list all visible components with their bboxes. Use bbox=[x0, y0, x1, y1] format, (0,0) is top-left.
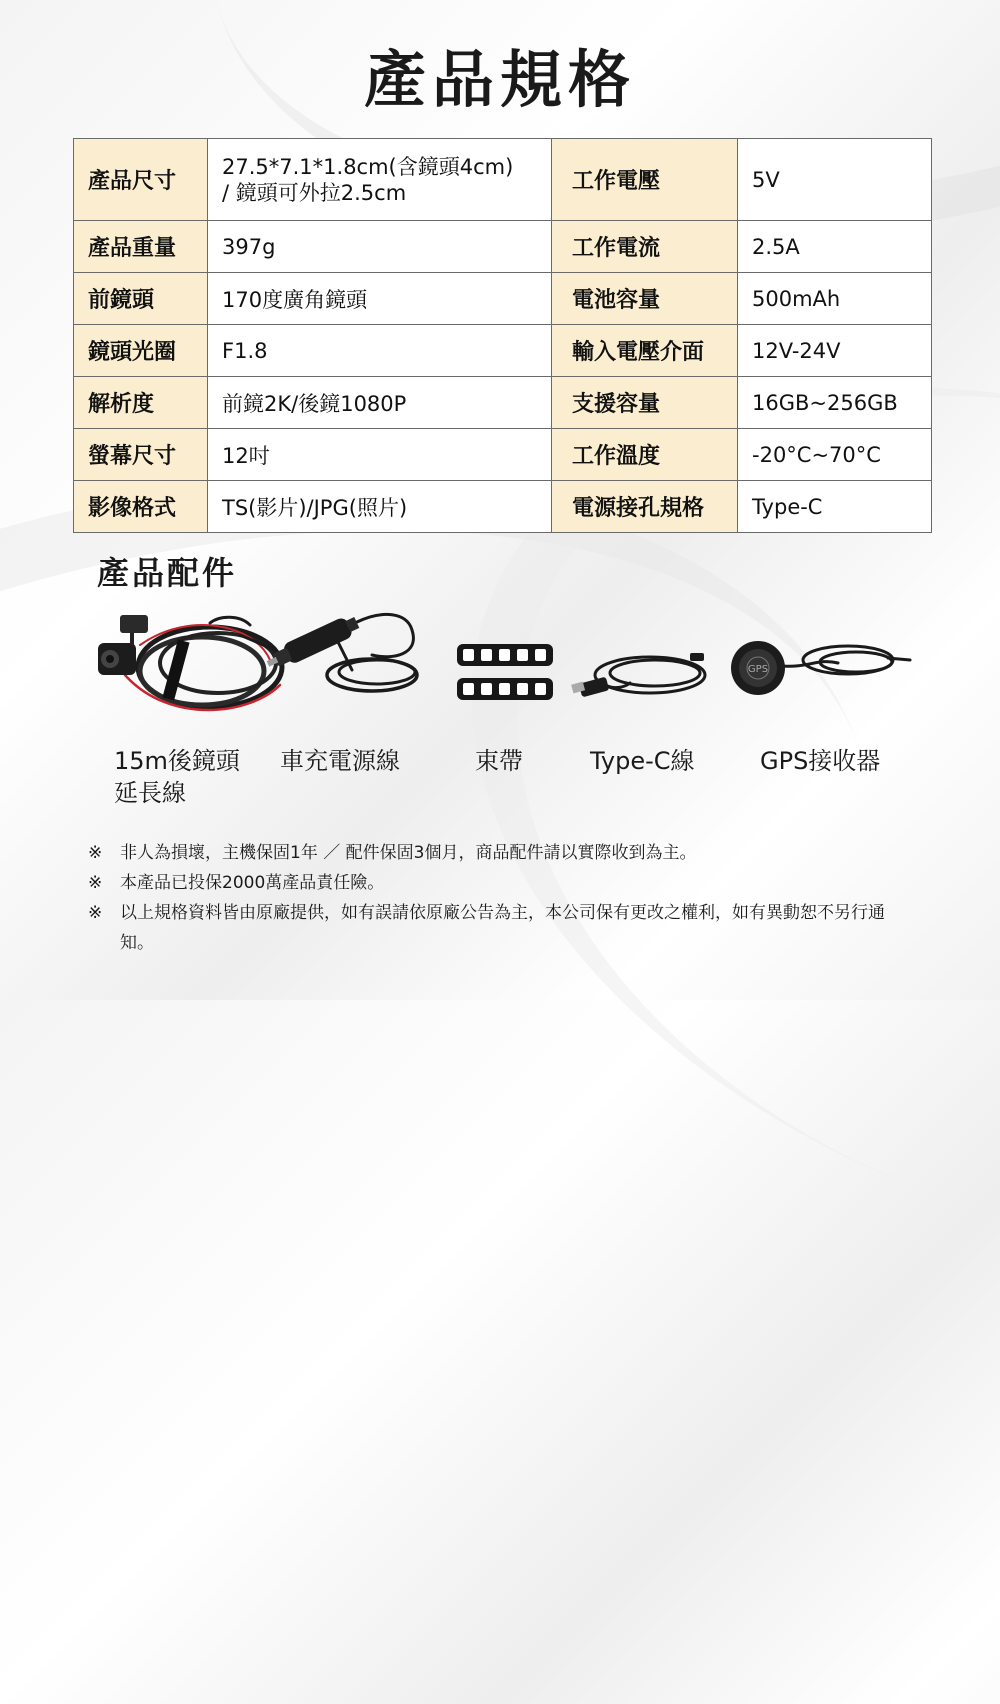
accessory-label: GPS接收器 bbox=[760, 747, 881, 775]
spec-key: 影像格式 bbox=[74, 481, 208, 533]
spec-key: 電池容量 bbox=[552, 273, 738, 325]
rear-camera-cable-icon bbox=[80, 605, 285, 730]
spec-row bbox=[74, 139, 932, 221]
spec-value: 170度廣角鏡頭 bbox=[208, 273, 552, 325]
spec-value: -20°C~70°C bbox=[738, 429, 932, 481]
page-title: 產品規格 bbox=[363, 43, 636, 116]
spec-value bbox=[208, 139, 552, 221]
accessory-label: Type-C線 bbox=[590, 747, 695, 775]
note-item bbox=[88, 868, 918, 898]
gps-logo-text: GPS bbox=[747, 664, 769, 675]
spec-key: 電源接孔規格 bbox=[552, 481, 738, 533]
accessories-title: 產品配件 bbox=[97, 554, 238, 592]
spec-row bbox=[74, 273, 932, 325]
spec-key: 工作電壓 bbox=[552, 139, 738, 221]
spec-value: Type-C bbox=[738, 481, 932, 533]
spec-key: 輸入電壓介面 bbox=[552, 325, 738, 377]
note-item bbox=[88, 898, 918, 958]
spec-key: 支援容量 bbox=[552, 377, 738, 429]
spec-value: 5V bbox=[738, 139, 932, 221]
spec-row bbox=[74, 429, 932, 481]
spec-value: 397g bbox=[208, 221, 552, 273]
spec-key: 螢幕尺寸 bbox=[74, 429, 208, 481]
spec-value: F1.8 bbox=[208, 325, 552, 377]
note-item bbox=[88, 838, 918, 868]
spec-key: 工作電流 bbox=[552, 221, 738, 273]
strap-icon bbox=[455, 640, 555, 710]
spec-value: 16GB~256GB bbox=[738, 377, 932, 429]
spec-value: 12V-24V bbox=[738, 325, 932, 377]
note-text: 以上規格資料皆由原廠提供，如有誤請依原廠公告為主，本公司保有更改之權利，如有異動恕不另行通知。 bbox=[120, 903, 885, 953]
accessory-label: 15m後鏡頭 延長線 bbox=[114, 747, 240, 807]
type-c-cable-icon bbox=[570, 645, 715, 710]
spec-value-text: 27.5*7.1*1.8cm(含鏡頭4cm) / 鏡頭可外拉2.5cm bbox=[222, 154, 514, 205]
note-text: 本產品已投保2000萬產品責任險。 bbox=[120, 873, 385, 893]
spec-row bbox=[74, 377, 932, 429]
spec-value: 2.5A bbox=[738, 221, 932, 273]
note-mark: ※ bbox=[88, 873, 103, 893]
spec-key: 前鏡頭 bbox=[74, 273, 208, 325]
spec-value: 前鏡2K/後鏡1080P bbox=[208, 377, 552, 429]
spec-row bbox=[74, 221, 932, 273]
spec-row bbox=[74, 325, 932, 377]
notes bbox=[88, 838, 918, 958]
spec-value: 500mAh bbox=[738, 273, 932, 325]
spec-key: 產品尺寸 bbox=[74, 139, 208, 221]
gps-receiver-icon bbox=[728, 638, 918, 703]
spec-value: TS(影片)/JPG(照片) bbox=[208, 481, 552, 533]
spec-row bbox=[74, 481, 932, 533]
spec-table bbox=[73, 138, 932, 533]
note-text: 非人為損壞，主機保固1年 ／ 配件保固3個月，商品配件請以實際收到為主。 bbox=[120, 843, 697, 863]
accessory-label: 車充電源線 bbox=[280, 747, 400, 775]
note-mark: ※ bbox=[88, 843, 103, 863]
car-charger-cable-icon bbox=[262, 600, 434, 700]
spec-key: 鏡頭光圈 bbox=[74, 325, 208, 377]
spec-key: 解析度 bbox=[74, 377, 208, 429]
accessory-label: 束帶 bbox=[475, 747, 523, 775]
spec-key: 產品重量 bbox=[74, 221, 208, 273]
spec-key: 工作溫度 bbox=[552, 429, 738, 481]
spec-value: 12吋 bbox=[208, 429, 552, 481]
note-mark: ※ bbox=[88, 903, 103, 923]
